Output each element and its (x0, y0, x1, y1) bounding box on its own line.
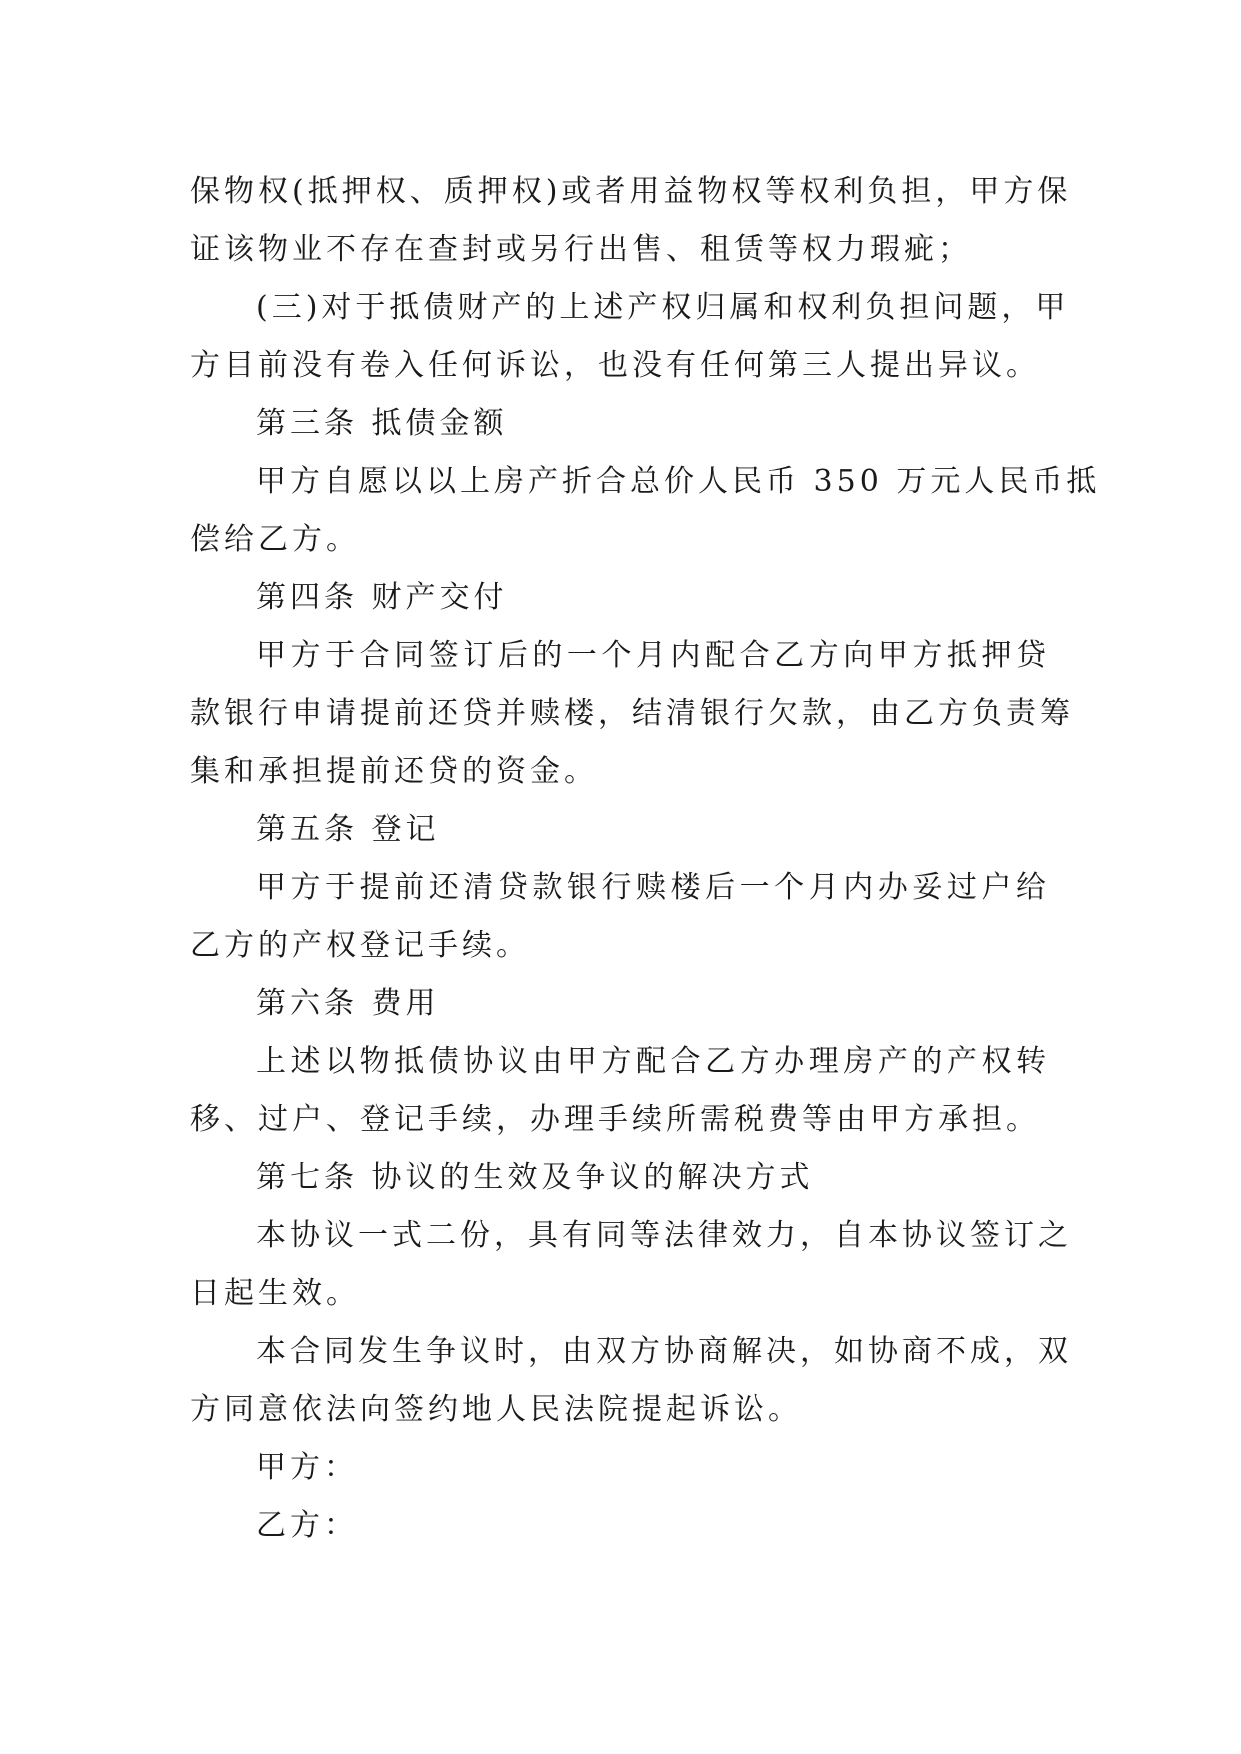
body-line: 款银行申请提前还贷并赎楼，结清银行欠款，由乙方负责筹 (190, 696, 1074, 731)
section-heading: 第四条 财产交付 (256, 580, 508, 615)
body-line: 偿给乙方。 (190, 522, 360, 557)
body-line: 本协议一式二份，具有同等法律效力，自本协议签订之 (256, 1218, 1072, 1253)
body-line: 移、过户、登记手续，办理手续所需税费等由甲方承担。 (190, 1102, 1040, 1137)
signature-party-a: 甲方： (256, 1450, 358, 1485)
body-line: 日起生效。 (190, 1276, 360, 1311)
body-line: 甲方于提前还清贷款银行赎楼后一个月内办妥过户给 (256, 870, 1050, 905)
body-line: 甲方于合同签订后的一个月内配合乙方向甲方抵押贷 (256, 638, 1050, 673)
body-line: 上述以物抵债协议由甲方配合乙方办理房产的产权转 (256, 1044, 1050, 1079)
section-heading: 第五条 登记 (256, 812, 440, 847)
body-line: (三)对于抵债财产的上述产权归属和权利负担问题，甲 (256, 290, 1070, 325)
body-line: 方目前没有卷入任何诉讼，也没有任何第三人提出异议。 (190, 348, 1040, 383)
section-heading: 第六条 费用 (256, 986, 440, 1021)
section-heading: 第三条 抵债金额 (256, 406, 508, 441)
section-heading: 第七条 协议的生效及争议的解决方式 (256, 1160, 814, 1195)
body-line: 乙方的产权登记手续。 (190, 928, 530, 963)
body-line: 本合同发生争议时，由双方协商解决，如协商不成，双 (256, 1334, 1072, 1369)
body-line: 保物权(抵押权、质押权)或者用益物权等权利负担，甲方保 (190, 174, 1072, 209)
body-line: 甲方自愿以以上房产折合总价人民币 350 万元人民币抵 (256, 464, 1101, 499)
body-line: 方同意依法向签约地人民法院提起诉讼。 (190, 1392, 802, 1427)
document-body (190, 163, 1101, 1555)
body-line: 证该物业不存在查封或另行出售、租赁等权力瑕疵； (190, 232, 972, 267)
body-line: 集和承担提前还贷的资金。 (190, 754, 598, 789)
signature-party-b: 乙方： (256, 1508, 358, 1543)
